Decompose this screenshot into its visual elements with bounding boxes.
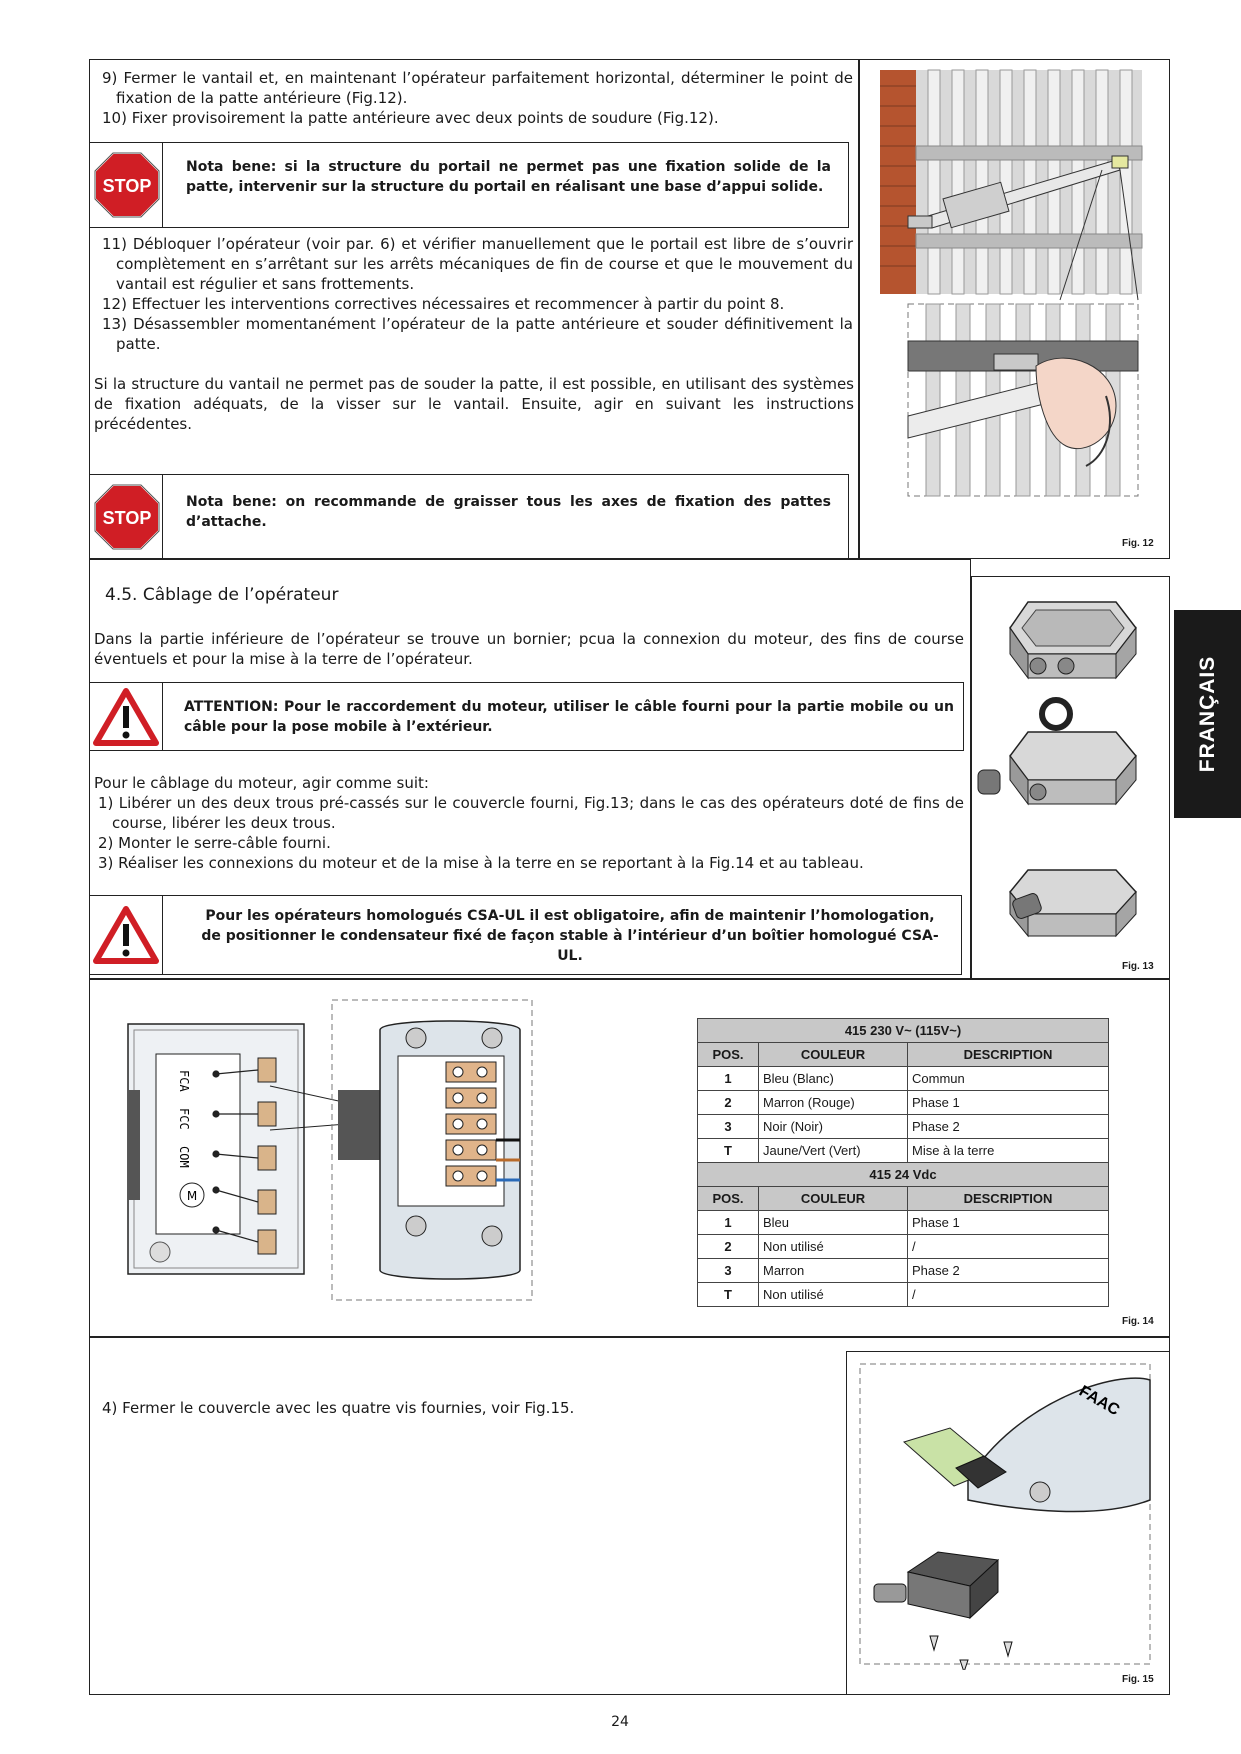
stop-sign-icon [93, 483, 161, 551]
warning-triangle-icon [93, 906, 159, 964]
step-9: 9) Fermer le vantail et, en maintenant l’opérateur parfaitement horizontal, déterminer le point de fixation de la patte antérieure (Fig.12). [102, 69, 853, 107]
wiring-step-1: 1) Libérer un des deux trous pré-cassés sur le couvercle fourni, Fig.13; dans le cas des opérateurs doté de fins de course, libérer les deux trous. [98, 794, 964, 832]
step-13: 13) Désassembler momentanément l’opérateur de la patte antérieure et souder définitivement la patte. [102, 315, 853, 353]
col-pos: POS. [698, 1043, 759, 1067]
attention-note-text: ATTENTION: Pour le raccordement du moteur, utiliser le câble fourni pour la partie mobile ou un câble pour la pose mobile à l’extérieur. [184, 699, 954, 735]
col-couleur: COULEUR [759, 1043, 908, 1067]
terminal-box [874, 1552, 998, 1618]
table-row: 1 Bleu Phase 1 [698, 1211, 1109, 1235]
col-description: DESCRIPTION [908, 1043, 1109, 1067]
table-header-230v: 415 230 V~ (115V~) [698, 1019, 1109, 1043]
svg-text:FCA: FCA [177, 1070, 191, 1092]
step-4: 4) Fermer le couvercle avec les quatre vis fournies, voir Fig.15. [102, 1399, 575, 1417]
stop-note-1 [89, 142, 849, 228]
fig13-illustration [976, 584, 1166, 954]
steps-11-13 [98, 234, 853, 354]
step-11: 11) Débloquer l’opérateur (voir par. 6) et vérifier manuellement que le portail est libre de s’ouvrir complètement en s’arrêtant sur les arrêts mécaniques de fin de course et que le mouvement du vantail est régulier et sans frottements. [102, 235, 853, 293]
fig14-wiring-diagram [120, 990, 640, 1310]
svg-text:COM: COM [177, 1146, 191, 1168]
fig15-illustration [858, 1360, 1158, 1670]
attention-note [89, 682, 964, 751]
fig12-illustration [866, 66, 1166, 536]
table-row: T Non utilisé / [698, 1283, 1109, 1307]
table-row: 3 Marron Phase 2 [698, 1259, 1109, 1283]
steps-9-10 [98, 68, 853, 128]
fig14-label: Fig. 14 [1122, 1316, 1154, 1327]
section-heading: 4.5. Câblage de l’opérateur [105, 585, 339, 605]
cover-box-3 [1010, 870, 1136, 936]
step-12: 12) Effectuer les interventions correctives nécessaires et recommencer à partir du point 8. [102, 295, 785, 313]
table-row: 3 Noir (Noir) Phase 2 [698, 1115, 1109, 1139]
stop-sign-icon [93, 151, 161, 219]
svg-text:M: M [186, 1189, 198, 1203]
table-row: T Jaune/Vert (Vert) Mise à la terre [698, 1139, 1109, 1163]
cover-box-2 [978, 700, 1136, 804]
table-row: 2 Marron (Rouge) Phase 1 [698, 1091, 1109, 1115]
stop-note-2 [89, 474, 849, 559]
fig15-label: Fig. 15 [1122, 1674, 1154, 1685]
wiring-step-2: 2) Monter le serre-câble fourni. [98, 834, 331, 852]
csa-note [89, 895, 962, 975]
section-intro: Dans la partie inférieure de l’opérateur se trouve un bornier; pcua la connexion du moteur, des fins de course éventuels et pour la mise à la terre de l’opérateur. [94, 630, 964, 668]
welding-paragraph: Si la structure du vantail ne permet pas de souder la patte, il est possible, en utilisant des systèmes de fixation adéquats, de la visser sur le vantail. Ensuite, agir en suivant les instructions précédentes. [94, 375, 854, 433]
language-tab-label: FRANÇAIS [1195, 655, 1219, 773]
warning-triangle-icon [93, 688, 159, 746]
table-row: 1 Bleu (Blanc) Commun [698, 1067, 1109, 1091]
language-tab [1174, 610, 1241, 818]
stop-note-2-text: Nota bene: on recommande de graisser tous les axes de fixation des pattes d’attache. [186, 494, 831, 530]
wiring-steps [94, 773, 964, 873]
fig12-label: Fig. 12 [1122, 538, 1154, 549]
fig13-label: Fig. 13 [1122, 961, 1154, 972]
svg-text:STOP: STOP [102, 508, 152, 528]
page-number: 24 [611, 1714, 629, 1730]
svg-text:FAAC: FAAC [1076, 1382, 1123, 1420]
stop-note-1-text: Nota bene: si la structure du portail ne permet pas une fixation solide de la patte, intervenir sur la structure du portail en réalisant une base d’appui solide. [186, 159, 831, 195]
table-header-24vdc: 415 24 Vdc [698, 1163, 1109, 1187]
svg-text:STOP: STOP [102, 176, 152, 196]
wiring-table: 415 230 V~ (115V~) POS. COULEUR DESCRIPTION 1 Bleu (Blanc) Commun 2 Marron (Rouge) Phase 1 3 Noir (Noir) Phase 2 T Jaune/Vert (Vert) Mise à la terre 415 24 Vdc POS. COULEUR DESCRIPTION 1 Bleu Phase 1 2 Non utilisé / 3 Marron Phase 2 T Non utilisé / [697, 1018, 1109, 1307]
csa-note-text: Pour les opérateurs homologués CSA-UL il est obligatoire, afin de maintenir l’homologation, de positionner le condensateur fixé de façon stable à l’intérieur d’un boîtier homologué CSA-UL. [201, 908, 939, 964]
wiring-table-wrap [697, 1018, 1109, 1307]
step-10: 10) Fixer provisoirement la patte antérieure avec deux points de soudure (Fig.12). [102, 109, 719, 127]
table-row: 2 Non utilisé / [698, 1235, 1109, 1259]
svg-text:FCC: FCC [177, 1108, 191, 1130]
cover-box-1 [1010, 602, 1136, 678]
wiring-steps-intro: Pour le câblage du moteur, agir comme suit: [94, 774, 429, 792]
wiring-step-3: 3) Réaliser les connexions du moteur et de la mise à la terre en se reportant à la Fig.14 et au tableau. [98, 854, 864, 872]
